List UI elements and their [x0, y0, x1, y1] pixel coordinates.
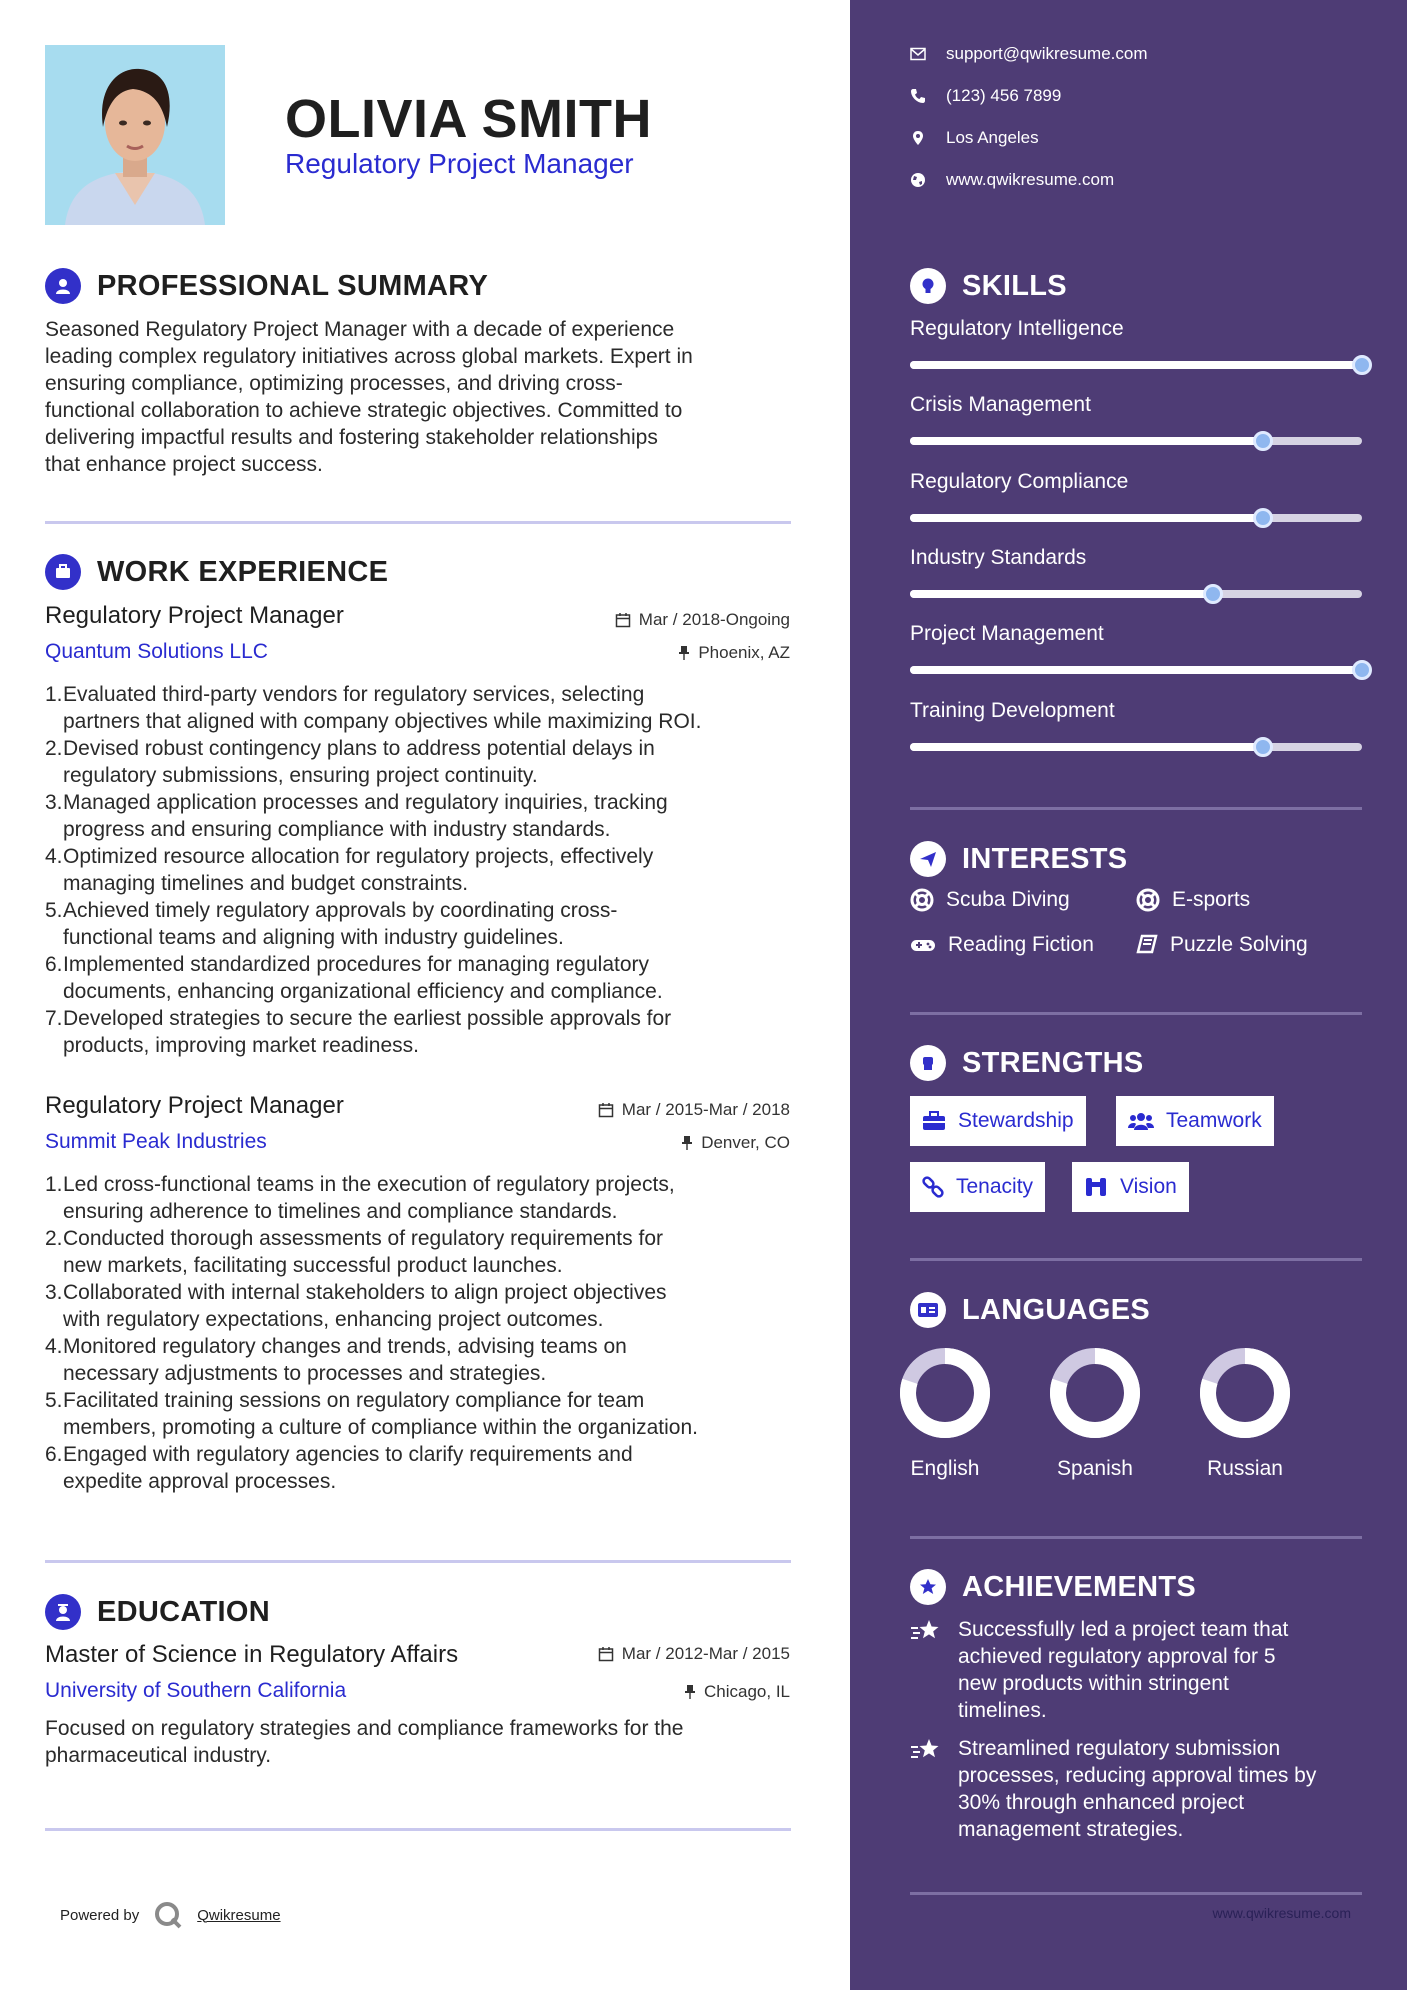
star-badge-icon	[910, 1569, 946, 1605]
pin-icon	[681, 1135, 693, 1151]
list-item: 5. Facilitated training sessions on regulatory compliance for team	[45, 1389, 645, 1412]
achievement-line: achieved regulatory approval for 5	[958, 1645, 1276, 1668]
skill-bar	[910, 514, 1362, 522]
binoculars-icon	[1084, 1176, 1108, 1198]
school-name: University of Southern California	[45, 1679, 347, 1702]
strength-badge	[1072, 1162, 1189, 1212]
skill-bar	[910, 361, 1362, 369]
qwikresume-link[interactable]: Qwikresume	[197, 1906, 281, 1924]
candidate-name: OLIVIA SMITH	[285, 89, 652, 149]
language-card-icon	[910, 1292, 946, 1328]
star-icon	[910, 1737, 942, 1763]
phone-icon	[910, 88, 926, 104]
achievement-line: processes, reducing approval times by	[958, 1764, 1317, 1787]
job-location-text: Denver, CO	[701, 1133, 790, 1152]
contact-website[interactable]	[910, 170, 1114, 190]
achievement-item	[910, 1616, 1370, 1724]
list-item: documents, enhancing organizational efficiency and compliance.	[63, 980, 663, 1003]
achievement-line: management strategies.	[958, 1818, 1184, 1841]
divider	[45, 1560, 791, 1563]
achievements-heading-text: ACHIEVEMENTS	[962, 1570, 1197, 1603]
list-item: 2. Devised robust contingency plans to address potential delays in	[45, 737, 655, 760]
summary-line: ensuring compliance, optimizing processes, and driving cross-	[45, 372, 623, 395]
book-icon	[1136, 934, 1158, 956]
experience-heading	[45, 554, 388, 590]
divider	[45, 1828, 791, 1831]
calendar-icon	[615, 612, 631, 628]
strength-label: Stewardship	[958, 1109, 1074, 1132]
summary-line: that enhance project success.	[45, 453, 323, 476]
skill-label: Regulatory Intelligence	[910, 317, 1124, 340]
job-location	[490, 643, 790, 663]
job-date	[490, 610, 790, 630]
pin-icon	[684, 1684, 696, 1700]
list-item: 4. Monitored regulatory changes and trends, advising teams on	[45, 1335, 627, 1358]
strengths-heading-text: STRENGTHS	[962, 1046, 1144, 1079]
list-item: 1. Led cross-functional teams in the execution of regulatory projects,	[45, 1173, 675, 1196]
education-location	[490, 1682, 790, 1702]
skill-label: Project Management	[910, 622, 1104, 645]
job-bullets	[45, 681, 805, 1059]
summary-line: leading complex regulatory initiatives across global markets. Expert in	[45, 345, 693, 368]
divider	[910, 807, 1362, 810]
achievement-line: 30% through enhanced project	[958, 1791, 1245, 1814]
strength-label: Vision	[1120, 1175, 1177, 1198]
interest-label: Puzzle Solving	[1170, 933, 1308, 956]
interest-label: Scuba Diving	[946, 888, 1070, 911]
calendar-icon	[598, 1646, 614, 1662]
interest-label: E-sports	[1172, 888, 1251, 911]
job-title: Regulatory Project Manager	[45, 1092, 344, 1119]
job-date-text: Mar / 2018-Ongoing	[638, 610, 790, 629]
interest-item	[910, 933, 1094, 957]
link-icon	[922, 1176, 944, 1198]
interest-item	[1136, 933, 1308, 957]
job-date	[490, 1100, 790, 1120]
skill-bar	[910, 666, 1362, 674]
contact-phone-text: (123) 456 7899	[946, 86, 1062, 105]
divider	[910, 1892, 1362, 1895]
candidate-title: Regulatory Project Manager	[285, 148, 634, 179]
skill-fill	[910, 666, 1362, 674]
skill-label: Training Development	[910, 699, 1115, 722]
list-item: 5. Achieved timely regulatory approvals by coordinating cross-	[45, 899, 618, 922]
strength-badge	[910, 1162, 1045, 1212]
lightbulb-icon	[910, 268, 946, 304]
globe-icon	[910, 172, 926, 188]
language-ring	[895, 1343, 995, 1443]
powered-by	[60, 1900, 281, 1930]
interests-heading	[910, 841, 1127, 877]
list-item: with regulatory expectations, enhancing project outcomes.	[63, 1308, 604, 1331]
degree-title: Master of Science in Regulatory Affairs	[45, 1641, 459, 1668]
skill-bar	[910, 590, 1362, 598]
footer-website[interactable]: www.qwikresume.com	[1212, 1905, 1351, 1921]
list-item: 4. Optimized resource allocation for regulatory projects, effectively	[45, 845, 654, 868]
language-label: Spanish	[1057, 1457, 1133, 1480]
list-item: 6. Engaged with regulatory agencies to clarify requirements and	[45, 1443, 633, 1466]
list-item: 3. Managed application processes and regulatory inquiries, tracking	[45, 791, 668, 814]
skills-heading	[910, 268, 1067, 304]
skill-knob	[1253, 431, 1273, 451]
education-location-text: Chicago, IL	[704, 1682, 790, 1701]
skills-heading-text: SKILLS	[962, 269, 1067, 302]
education-heading	[45, 1594, 270, 1630]
education-date-text: Mar / 2012-Mar / 2015	[621, 1644, 790, 1663]
language-item	[1180, 1343, 1310, 1481]
contact-email[interactable]	[910, 44, 1148, 64]
list-item: 3. Collaborated with internal stakeholders to align project objectives	[45, 1281, 667, 1304]
skill-fill	[910, 590, 1213, 598]
language-label: English	[910, 1457, 980, 1480]
language-item	[880, 1343, 1010, 1481]
divider	[910, 1258, 1362, 1261]
paper-plane-icon	[910, 841, 946, 877]
job-company: Quantum Solutions LLC	[45, 640, 268, 663]
language-ring	[1045, 1343, 1145, 1443]
summary-line: Seasoned Regulatory Project Manager with a decade of experience	[45, 318, 675, 341]
list-item: managing timelines and budget constraints.	[63, 872, 469, 895]
list-item: necessary adjustments to processes and strategies.	[63, 1362, 547, 1385]
gamepad-icon	[910, 935, 936, 955]
strength-label: Teamwork	[1166, 1109, 1262, 1132]
skill-knob	[1253, 737, 1273, 757]
job-date-text: Mar / 2015-Mar / 2018	[621, 1100, 790, 1119]
list-item: 6. Implemented standardized procedures for managing regulatory	[45, 953, 650, 976]
list-item: members, promoting a culture of compliance within the organization.	[63, 1416, 698, 1439]
contact-phone[interactable]	[910, 86, 1061, 106]
skill-fill	[910, 743, 1263, 751]
skill-label: Regulatory Compliance	[910, 470, 1129, 493]
language-label: Russian	[1207, 1457, 1283, 1480]
job-location	[490, 1133, 790, 1153]
divider	[910, 1012, 1362, 1015]
list-item: regulatory submissions, ensuring project continuity.	[63, 764, 538, 787]
contact-email-text: support@qwikresume.com	[946, 44, 1148, 63]
interest-item	[910, 888, 1070, 912]
list-item: products, improving market readiness.	[63, 1034, 419, 1057]
achievement-line: Successfully led a project team that	[958, 1618, 1289, 1641]
skill-bar	[910, 743, 1362, 751]
skill-label: Crisis Management	[910, 393, 1091, 416]
skill-knob	[1203, 584, 1223, 604]
contact-location-text: Los Angeles	[946, 128, 1039, 147]
life-ring-icon	[1136, 888, 1160, 912]
briefcase-icon	[922, 1111, 946, 1131]
fist-icon	[910, 1045, 946, 1081]
envelope-icon	[910, 47, 926, 61]
star-icon	[910, 1618, 942, 1644]
summary-heading	[45, 268, 488, 304]
life-ring-icon	[910, 888, 934, 912]
languages-heading	[910, 1292, 1150, 1328]
interest-item	[1136, 888, 1250, 912]
job-title: Regulatory Project Manager	[45, 602, 344, 629]
job-company: Summit Peak Industries	[45, 1130, 267, 1153]
qwikresume-logo-icon	[153, 1900, 183, 1930]
list-item: ensuring adherence to timelines and compliance standards.	[63, 1200, 618, 1223]
education-line: Focused on regulatory strategies and compliance frameworks for the	[45, 1717, 684, 1740]
skill-fill	[910, 361, 1362, 369]
skill-fill	[910, 514, 1263, 522]
skill-fill	[910, 437, 1263, 445]
skill-knob	[1352, 660, 1372, 680]
strength-badge	[910, 1096, 1086, 1146]
list-item: functional teams and aligning with industry guidelines.	[63, 926, 564, 949]
list-item: new markets, facilitating successful product launches.	[63, 1254, 563, 1277]
strength-badge	[1116, 1096, 1274, 1146]
language-item	[1030, 1343, 1160, 1481]
list-item: expedite approval processes.	[63, 1470, 337, 1493]
education-heading-text: EDUCATION	[97, 1595, 270, 1628]
sidebar	[850, 0, 1407, 1990]
user-icon	[45, 268, 81, 304]
summary-line: functional collaboration to achieve strategic objectives. Committed to	[45, 399, 683, 422]
languages-heading-text: LANGUAGES	[962, 1293, 1150, 1326]
experience-heading-text: WORK EXPERIENCE	[97, 555, 389, 588]
list-item: 1. Evaluated third-party vendors for regulatory services, selecting	[45, 683, 645, 706]
divider	[910, 1536, 1362, 1539]
education-date	[490, 1644, 790, 1664]
contact-website-text: www.qwikresume.com	[946, 170, 1115, 189]
summary-line: delivering impactful results and fostering stakeholder relationships	[45, 426, 658, 449]
achievement-line: new products within stringent	[958, 1672, 1229, 1695]
graduate-icon	[45, 1594, 81, 1630]
calendar-icon	[598, 1102, 614, 1118]
job-bullets	[45, 1171, 805, 1495]
skill-knob	[1352, 355, 1372, 375]
list-item: 2. Conducted thorough assessments of regulatory requirements for	[45, 1227, 663, 1250]
education-line: pharmaceutical industry.	[45, 1744, 272, 1767]
skill-bar	[910, 437, 1362, 445]
strengths-heading	[910, 1045, 1144, 1081]
map-marker-icon	[910, 130, 926, 146]
skill-knob	[1253, 508, 1273, 528]
briefcase-icon	[45, 554, 81, 590]
pin-icon	[678, 645, 690, 661]
achievement-item	[910, 1735, 1370, 1843]
education-description	[45, 1715, 790, 1769]
interests-heading-text: INTERESTS	[962, 842, 1128, 875]
list-item: 7. Developed strategies to secure the earliest possible approvals for	[45, 1007, 672, 1030]
achievements-heading	[910, 1569, 1196, 1605]
summary-heading-text: PROFESSIONAL SUMMARY	[97, 269, 489, 302]
language-ring	[1195, 1343, 1295, 1443]
powered-by-text: Powered by	[60, 1906, 140, 1924]
list-item: partners that aligned with company objectives while maximizing ROI.	[63, 710, 702, 733]
contact-location	[910, 128, 1039, 148]
achievement-line: timelines.	[958, 1699, 1047, 1722]
achievement-line: Streamlined regulatory submission	[958, 1737, 1281, 1760]
profile-photo	[45, 45, 225, 225]
skill-label: Industry Standards	[910, 546, 1087, 569]
users-icon	[1128, 1111, 1154, 1131]
divider	[45, 521, 791, 524]
job-location-text: Phoenix, AZ	[698, 643, 790, 662]
list-item: progress and ensuring compliance with industry standards.	[63, 818, 611, 841]
strength-label: Tenacity	[956, 1175, 1034, 1198]
summary-text	[45, 316, 790, 478]
interest-label: Reading Fiction	[948, 933, 1094, 956]
